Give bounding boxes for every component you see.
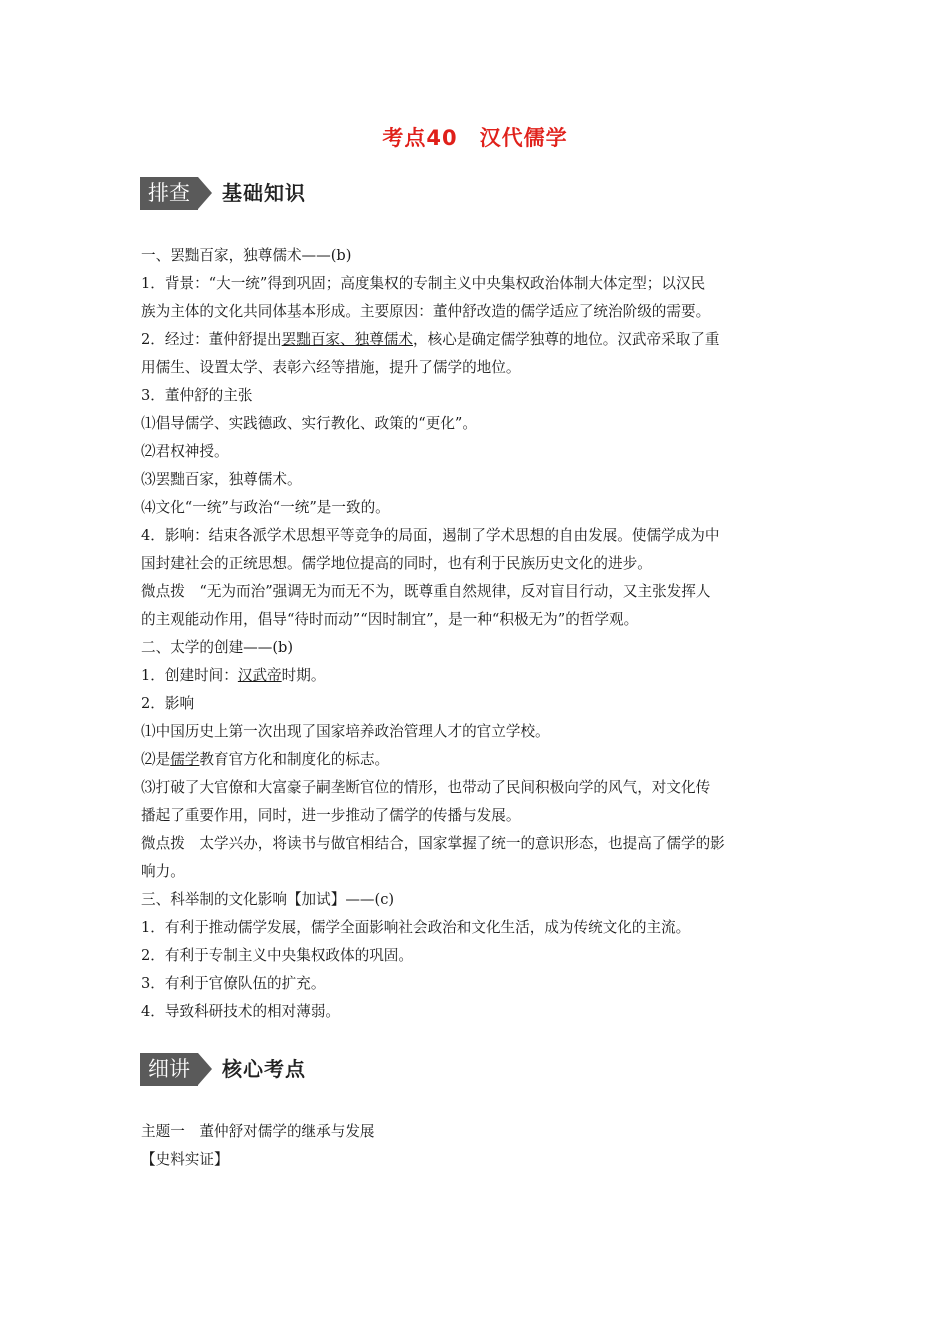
paragraph-line: 3．有利于官僚队伍的扩充。 bbox=[141, 975, 326, 992]
paragraph-line bbox=[141, 326, 813, 354]
tip-line: 微点拨 “无为而治”强调无为而无不为，既尊重自然规律，反对盲目行动，又主张发挥人 bbox=[141, 583, 711, 600]
banner-heading: 基础知识 bbox=[222, 181, 306, 205]
paragraph-line: 4．影响：结束各派学术思想平等竞争的局面，遏制了学术思想的自由发展。使儒学成为中 bbox=[141, 527, 720, 544]
paragraph-line: 1．背景：“大一统”得到巩固；高度集权的专制主义中央集权政治体制大体定型；以汉民 bbox=[141, 275, 706, 292]
paragraph-line: 国封建社会的正统思想。儒学地位提高的同时，也有利于民族历史文化的进步。 bbox=[141, 555, 652, 572]
text-span: 时期。 bbox=[281, 667, 326, 684]
paragraph-line bbox=[141, 662, 813, 690]
topic-heading: 主题一 董仲舒对儒学的继承与发展 bbox=[141, 1123, 375, 1140]
page-title: 考点40 汉代儒学 bbox=[382, 126, 568, 150]
tip-line: 微点拨 太学兴办，将读书与做官相结合，国家掌握了统一的意识形态，也提高了儒学的影 bbox=[141, 835, 725, 852]
paragraph-line: 1．有利于推动儒学发展，儒学全面影响社会政治和文化生活，成为传统文化的主流。 bbox=[141, 919, 691, 936]
paragraph-line: 播起了重要作用，同时，进一步推动了儒学的传播与发展。 bbox=[141, 807, 521, 824]
list-item: ⑴倡导儒学、实践德政、实行教化、政策的“更化”。 bbox=[141, 415, 477, 432]
paragraph-line: 族为主体的文化共同体基本形成。主要原因：董仲舒改造的儒学适应了统治阶级的需要。 bbox=[141, 303, 711, 320]
core-content bbox=[141, 1118, 813, 1174]
basics-content bbox=[141, 242, 813, 1026]
list-item: ⑷文化“一统”与政治“一统”是一致的。 bbox=[141, 499, 390, 516]
text-span: 1．创建时间： bbox=[141, 667, 238, 684]
tip-line: 响力。 bbox=[141, 863, 185, 880]
text-span: 教育官方化和制度化的标志。 bbox=[199, 751, 390, 768]
tip-line: 的主观能动作用，倡导“待时而动”“因时制宜”，是一种“积极无为”的哲学观。 bbox=[141, 611, 639, 628]
list-item: ⑶打破了大官僚和大富豪子嗣垄断官位的情形，也带动了民间积极向学的风气，对文化传 bbox=[141, 779, 711, 796]
banner-tag: 排查 bbox=[148, 181, 190, 205]
text-span: ⑵是 bbox=[141, 751, 171, 768]
section-banner-basics bbox=[140, 177, 340, 210]
banner-tag: 细讲 bbox=[148, 1057, 190, 1081]
list-item bbox=[141, 746, 813, 774]
paragraph-line: 2．有利于专制主义中央集权政体的巩固。 bbox=[141, 947, 413, 964]
evidence-label: 【史料实证】 bbox=[141, 1151, 229, 1168]
section-heading: 二、太学的创建——(b) bbox=[141, 639, 294, 656]
paragraph-line: 4．导致科研技术的相对薄弱。 bbox=[141, 1003, 341, 1020]
banner-heading: 核心考点 bbox=[222, 1057, 306, 1081]
paragraph-line: 2．影响 bbox=[141, 695, 195, 712]
underlined-keyword: 罢黜百家、独尊儒术 bbox=[281, 331, 413, 348]
section-banner-core bbox=[140, 1053, 340, 1086]
list-item: ⑴中国历史上第一次出现了国家培养政治管理人才的官立学校。 bbox=[141, 723, 550, 740]
text-span: ，核心是确定儒学独尊的地位。汉武帝采取了重 bbox=[413, 331, 720, 348]
underlined-keyword: 儒学 bbox=[170, 751, 200, 768]
paragraph-line: 用儒生、设置太学、表彰六经等措施，提升了儒学的地位。 bbox=[141, 359, 521, 376]
section-heading: 一、罢黜百家，独尊儒术——(b) bbox=[141, 247, 352, 264]
section-heading: 三、科举制的文化影响【加试】——(c) bbox=[141, 891, 395, 908]
text-span: 2．经过：董仲舒提出 bbox=[141, 331, 282, 348]
paragraph-line: 3．董仲舒的主张 bbox=[141, 387, 253, 404]
banner-arrow-icon bbox=[198, 177, 212, 209]
banner-arrow-icon bbox=[198, 1053, 212, 1085]
list-item: ⑵君权神授。 bbox=[141, 443, 229, 460]
underlined-keyword: 汉武帝 bbox=[237, 667, 282, 684]
list-item: ⑶罢黜百家，独尊儒术。 bbox=[141, 471, 302, 488]
